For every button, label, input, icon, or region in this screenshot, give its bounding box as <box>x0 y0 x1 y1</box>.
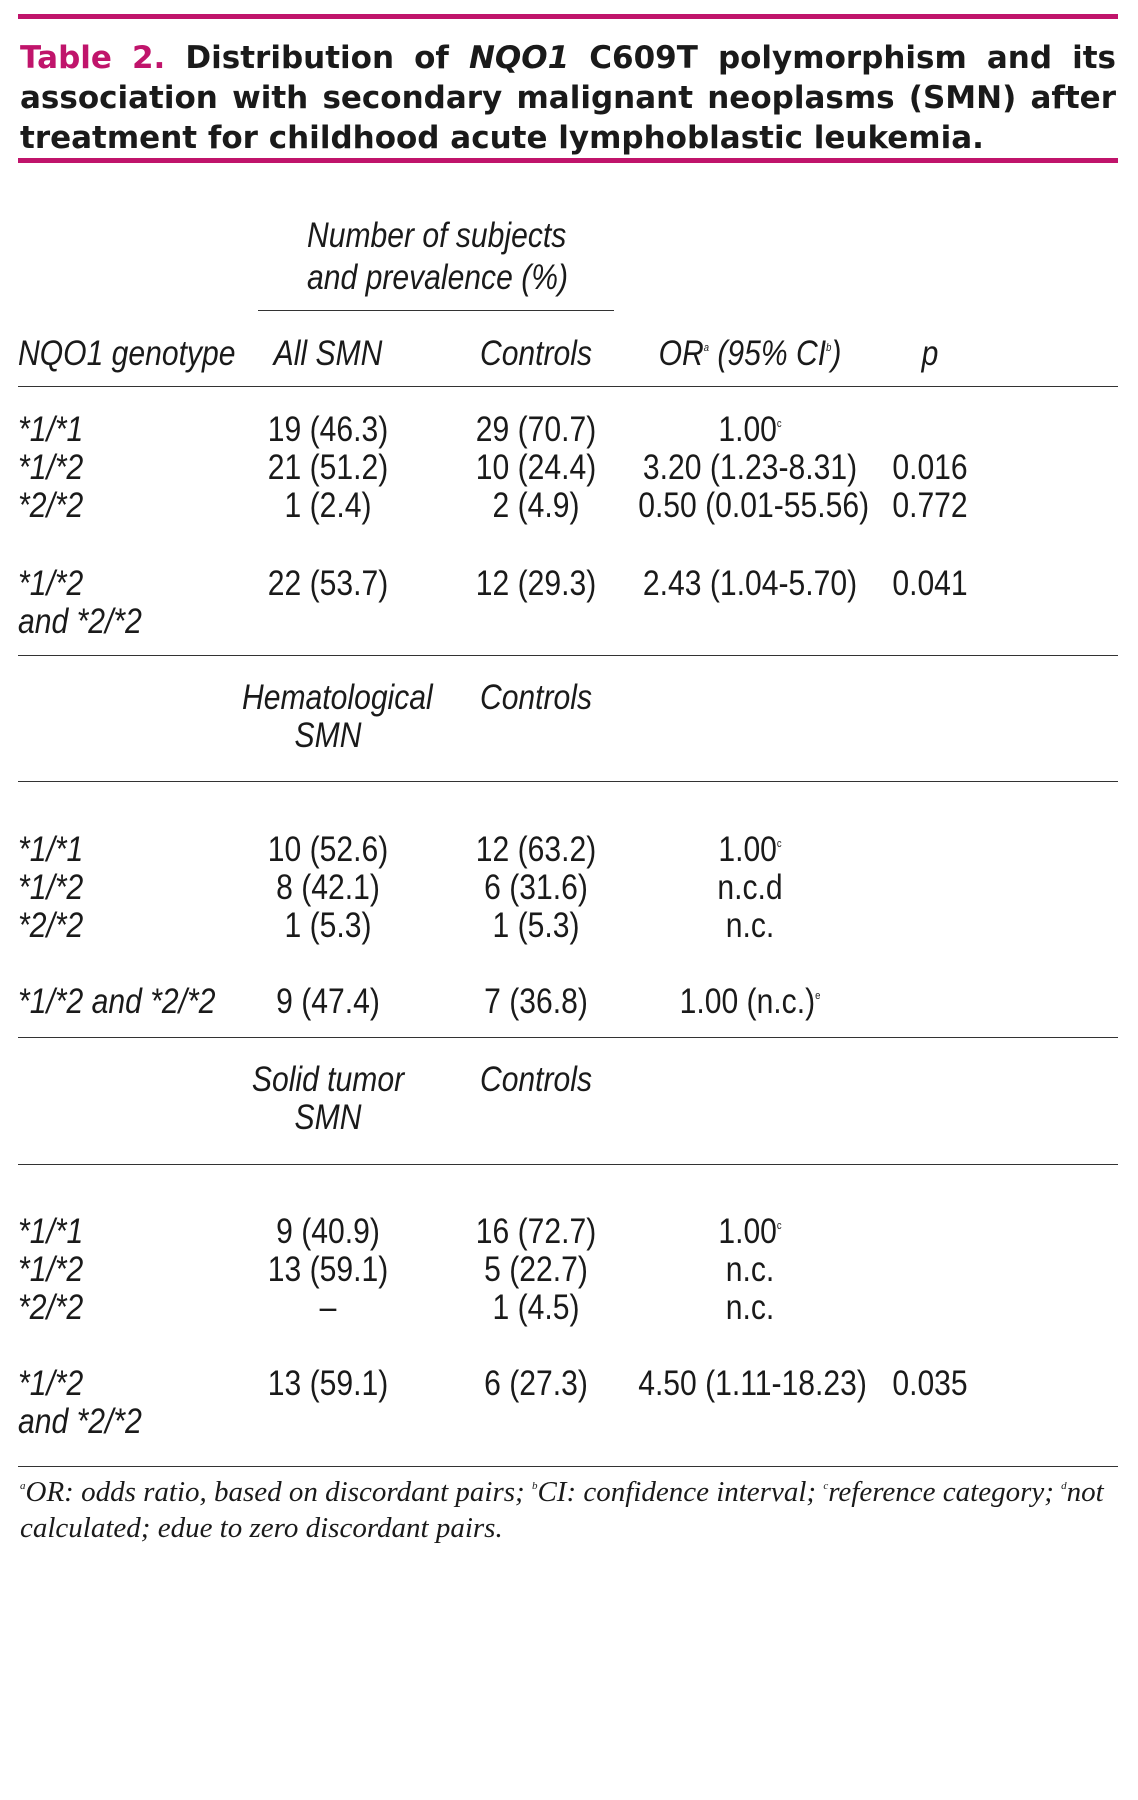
section1-rule <box>18 655 1118 656</box>
s2-combined-smn: 9 (47.4) <box>276 982 380 1021</box>
s1-row3-or: 0.50 (0.01-55.56) <box>638 486 870 525</box>
s3-row1-or: 1.00$^c$ <box>718 1212 782 1251</box>
s2-row2-genotype: *1/*2 <box>18 868 84 907</box>
s1-combined-smn: 22 (53.7) <box>267 564 389 603</box>
s3-row3-genotype: *2/*2 <box>18 1288 84 1327</box>
s3-combined-genotype-2: and *2/*2 <box>18 1402 142 1441</box>
caption-top-rule <box>18 14 1118 19</box>
s3-row1-controls: 16 (72.7) <box>475 1212 597 1251</box>
s3-row3-controls: 1 (4.5) <box>492 1288 580 1327</box>
s1-row3-controls: 2 (4.9) <box>492 486 580 525</box>
s1-row3-smn: 1 (2.4) <box>284 486 372 525</box>
s3-head-smn-2: SMN <box>294 1098 362 1137</box>
s2-row2-or: n.c.d <box>717 868 783 907</box>
caption-pre: Distribution of <box>185 40 449 76</box>
s2-combined-controls: 7 (36.8) <box>484 982 588 1021</box>
s3-head-smn-1: Solid tumor <box>251 1060 405 1099</box>
caption-post: C609T polymorphism and its association with secondary malignant neoplasms (SMN) after treatment for childhood acute lymphoblastic leukemia. <box>20 40 1116 156</box>
s3-row3-smn: – <box>319 1288 337 1327</box>
col-p-header: p <box>921 334 939 373</box>
col-all-smn-header: All SMN <box>273 334 383 373</box>
s2-row1-smn: 10 (52.6) <box>267 830 389 869</box>
col-genotype-header: NQO1 genotype <box>18 334 236 373</box>
s3-row2-or: n.c. <box>725 1250 775 1289</box>
section3-header-rule <box>18 1164 1118 1165</box>
s2-head-controls: Controls <box>479 678 593 717</box>
s1-row2-controls: 10 (24.4) <box>475 448 597 487</box>
s1-row1-genotype: *1/*1 <box>18 410 84 449</box>
s1-row2-or: 3.20 (1.23-8.31) <box>642 448 858 487</box>
s1-combined-controls: 12 (29.3) <box>475 564 597 603</box>
spanner-rule <box>258 310 614 311</box>
s3-row2-genotype: *1/*2 <box>18 1250 84 1289</box>
s3-combined-smn: 13 (59.1) <box>267 1364 389 1403</box>
section2-rule <box>18 1037 1118 1038</box>
s1-row1-controls: 29 (70.7) <box>475 410 597 449</box>
table-label: Table 2. <box>20 40 166 76</box>
spanner-line-2: and prevalence (%) <box>307 258 569 297</box>
s2-combined-genotype: *1/*2 and *2/*2 <box>18 982 216 1021</box>
s3-combined-p: 0.035 <box>892 1364 968 1403</box>
s2-row3-controls: 1 (5.3) <box>492 906 580 945</box>
s3-row1-smn: 9 (40.9) <box>276 1212 380 1251</box>
caption-bottom-rule <box>18 158 1118 163</box>
s2-head-smn-2: SMN <box>294 716 362 755</box>
s3-row2-smn: 13 (59.1) <box>267 1250 389 1289</box>
s2-row1-controls: 12 (63.2) <box>475 830 597 869</box>
col-or-header: $OR^a$ (95% $CI^b$) <box>658 334 842 373</box>
col-controls-header: Controls <box>479 334 593 373</box>
s1-row3-genotype: *2/*2 <box>18 486 84 525</box>
caption-gene: NQO1 <box>468 40 570 76</box>
table-caption <box>20 38 1116 158</box>
s1-row1-smn: 19 (46.3) <box>267 410 389 449</box>
s3-combined-controls: 6 (27.3) <box>484 1364 588 1403</box>
s1-row2-smn: 21 (51.2) <box>267 448 389 487</box>
spanner-line-1: Number of subjects <box>307 216 567 255</box>
table-footnote: $^a$OR: odds ratio, based on discordant pairs; $^b$CI: confidence interval; $^c$reference category; $^d$not calculated; edue to zero discordant pairs. <box>20 1476 1104 1544</box>
s1-combined-or: 2.43 (1.04-5.70) <box>642 564 858 603</box>
s2-row3-smn: 1 (5.3) <box>284 906 372 945</box>
s2-row1-genotype: *1/*1 <box>18 830 84 869</box>
s1-row2-genotype: *1/*2 <box>18 448 84 487</box>
s2-row3-or: n.c. <box>725 906 775 945</box>
s2-row1-or: 1.00$^c$ <box>718 830 782 869</box>
s3-combined-or: 4.50 (1.11-18.23) <box>638 1364 867 1403</box>
s3-head-controls: Controls <box>479 1060 593 1099</box>
s1-row3-p: 0.772 <box>892 486 968 525</box>
s3-row1-genotype: *1/*1 <box>18 1212 84 1251</box>
s2-head-smn-1: Hematological <box>242 678 433 717</box>
table-bottom-rule <box>18 1466 1118 1467</box>
s2-row2-controls: 6 (31.6) <box>484 868 588 907</box>
s1-combined-genotype-1: *1/*2 <box>18 564 84 603</box>
s1-row2-p: 0.016 <box>892 448 968 487</box>
s2-row2-smn: 8 (42.1) <box>276 868 380 907</box>
s3-row3-or: n.c. <box>725 1288 775 1327</box>
section2-header-rule <box>18 781 1118 782</box>
s2-row3-genotype: *2/*2 <box>18 906 84 945</box>
s3-row2-controls: 5 (22.7) <box>484 1250 588 1289</box>
header-rule <box>18 386 1118 387</box>
s2-combined-or: 1.00 $(n.c.)^e$ <box>679 982 821 1021</box>
s1-row1-or: 1.00$^c$ <box>718 410 782 449</box>
s3-combined-genotype-1: *1/*2 <box>18 1364 84 1403</box>
s1-combined-genotype-2: and *2/*2 <box>18 602 142 641</box>
s1-combined-p: 0.041 <box>892 564 968 603</box>
